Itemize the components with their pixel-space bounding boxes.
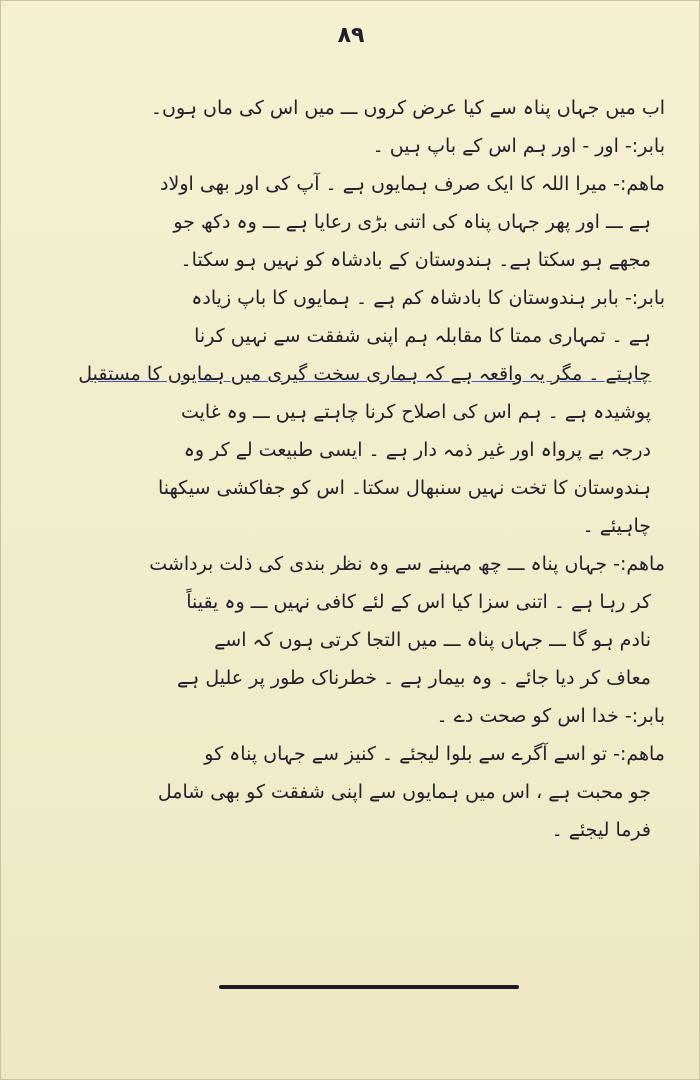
text-line: چاہتے ۔ مگر یہ واقعہ ہے کہ ہماری سخت گیری میں ہمایوں کا مستقبل: [78, 363, 651, 385]
page-number: ۸۹: [337, 23, 365, 48]
handwritten-text-block: [37, 89, 665, 849]
text-line: درجہ بے پرواہ اور غیر ذمہ دار ہے ۔ ایسی طبیعت لے کر وہ: [183, 439, 651, 461]
text-line: ہندوستان کا تخت نہیں سنبھال سکتا۔ اس کو جفاکشی سیکھنا: [158, 477, 651, 499]
text-line: بابر:- خدا اس کو صحت دے ۔: [436, 705, 665, 727]
text-line: بابر:- بابر ہندوستان کا بادشاہ کم ہے ۔ ہمایوں کا باپ زیادہ: [191, 287, 665, 309]
text-line: پوشیدہ ہے ۔ ہم اس کی اصلاح کرنا چاہتے ہیں ـــ وہ غایت: [180, 401, 651, 423]
text-line: ہے ـــ اور پھر جہاں پناہ کی اتنی بڑی رعایا ہے ـــ وہ دکھ جو: [173, 211, 651, 233]
text-line: ماھم:- میرا اللہ کا ایک صرف ہمایوں ہے ۔ آپ کی اور بھی اولاد: [160, 173, 665, 195]
text-line: معاف کر دیا جائے ۔ وہ بیمار ہے ۔ خطرناک طور پر علیل ہے: [177, 667, 651, 689]
text-line: اب میں جہاں پناہ سے کیا عرض کروں ـــ میں اس کی ماں ہوں۔: [150, 97, 665, 119]
text-line: کر رہا ہے ۔ اتنی سزا کیا اس کے لئے کافی نہیں ـــ وہ یقیناً: [186, 591, 651, 613]
text-line: نادم ہو گا ـــ جہاں پناہ ـــ میں التجا کرتی ہوں کہ اسے: [214, 629, 651, 651]
text-line: ماھم:- جہاں پناہ ـــ چھ مہینے سے وہ نظر بندی کی ذلت برداشت: [149, 553, 665, 575]
text-line: ماھم:- تو اسے آگرے سے بلوا لیجئے ۔ کنیز سے جہاں پناہ کو: [204, 743, 665, 765]
text-line: بابر:- اور - اور ہم اس کے باپ ہیں ۔: [372, 135, 665, 157]
text-line: چاہیئے ۔: [582, 515, 651, 537]
text-line: مجھے ہو سکتا ہے۔ ہندوستان کے بادشاہ کو نہیں ہو سکتا۔: [180, 249, 651, 271]
text-line: ہے ۔ تمہاری ممتا کا مقابلہ ہم اپنی شفقت سے نہیں کرنا: [194, 325, 651, 347]
text-line: فرما لیجئے ۔: [551, 819, 651, 841]
end-of-scene-rule: [219, 985, 519, 989]
text-line: جو محبت ہے ، اس میں ہمایوں سے اپنی شفقت کو بھی شامل: [157, 781, 651, 803]
